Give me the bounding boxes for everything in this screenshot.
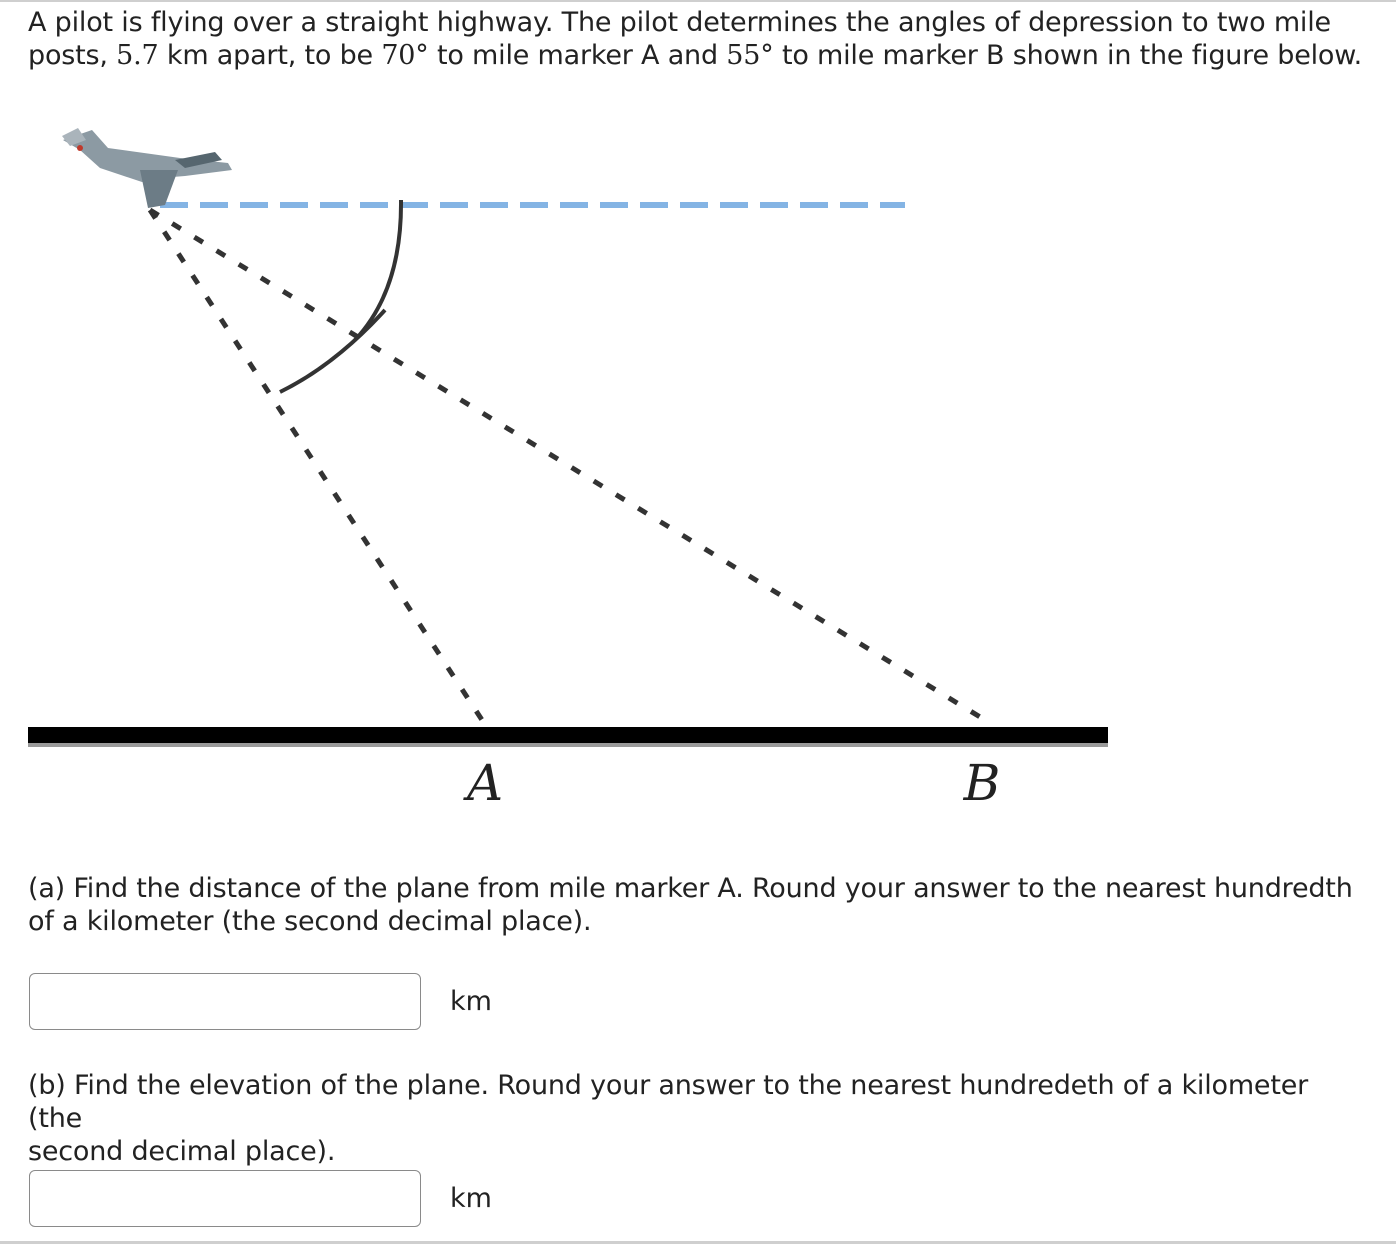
- answer-a-input[interactable]: [29, 973, 421, 1030]
- airplane-icon: [62, 128, 232, 208]
- highway-shadow: [28, 743, 1108, 747]
- sight-line-a: [150, 210, 482, 720]
- geometry-figure: [0, 100, 1396, 820]
- question-a-line-1: (a) Find the distance of the plane from mile marker A. Round your answer to the nearest hundredth: [28, 873, 1353, 904]
- answer-b-unit: km: [450, 1183, 492, 1214]
- problem-text-segment: to mile marker A and: [428, 40, 727, 71]
- problem-text-segment: to mile marker B shown in the figure below.: [773, 40, 1363, 71]
- answer-a-unit: km: [450, 986, 492, 1017]
- highway-line: [28, 727, 1108, 743]
- question-b: [28, 1069, 1368, 1168]
- question-b-line-2: second decimal place).: [28, 1136, 336, 1167]
- question-a-line-2: of a kilometer (the second decimal place).: [28, 906, 592, 937]
- top-divider: [0, 0, 1396, 2]
- distance-value: 5.7: [116, 40, 159, 71]
- question-b-line-1: (b) Find the elevation of the plane. Round your answer to the nearest hundredeth of a kilometer (the: [28, 1070, 1309, 1134]
- bottom-divider: [0, 1241, 1396, 1244]
- angle-a-value: 70°: [381, 40, 429, 71]
- answer-b-input[interactable]: [29, 1170, 421, 1227]
- marker-label-b: B: [963, 754, 1001, 812]
- problem-text-segment: posts,: [28, 40, 117, 71]
- angle-b-value: 55°: [726, 40, 774, 71]
- problem-text-segment: km apart, to be: [158, 40, 382, 71]
- question-a: [28, 872, 1368, 938]
- problem-statement: [28, 6, 1368, 72]
- problem-line-2: [28, 39, 1368, 72]
- problem-line-1: A pilot is flying over a straight highway. The pilot determines the angles of depression to two mile: [28, 7, 1331, 38]
- sight-line-b: [150, 210, 985, 720]
- marker-label-a: A: [466, 754, 504, 812]
